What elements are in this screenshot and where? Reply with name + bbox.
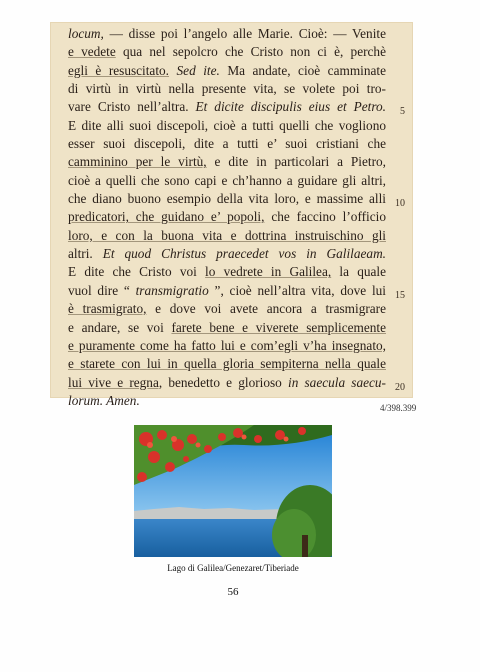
text-line: vuol dire “ transmigratio ”, cioè nell’altra vita, dove lui	[68, 282, 387, 298]
lake-photo-image	[134, 425, 332, 557]
text-line: loro, e con la buona vita e dottrina instruischino gli	[68, 227, 386, 243]
book-text	[68, 25, 386, 410]
text-line: vare Cristo nell’altra. Et dicite discipulis eius et Petro.	[68, 99, 386, 115]
text-line: che diano buono esempio della vita loro, e massime alli	[68, 191, 386, 207]
text-line: e vedete qua nel sepolcro che Cristo non ci è, perchè	[68, 44, 386, 60]
text-line: e andare, se voi farete bene e viverete semplicemente	[68, 319, 386, 335]
text-line: predicatori, che guidano e’ popoli, che faccino l’officio	[68, 209, 386, 225]
text-line: di virtù in virtù nella presente vita, se volete poi tro-	[68, 81, 386, 97]
text-line: lorum. Amen.	[68, 392, 140, 408]
scanned-book-page	[50, 22, 413, 408]
text-line: e puramente come ha fatto lui e com’egli v’ha insegnato,	[68, 337, 386, 353]
photo-caption: Lago di Galilea/Genezaret/Tiberiade	[167, 563, 299, 573]
page-reference: 4/398.399	[380, 403, 417, 413]
text-line: E dite che Cristo voi lo vedrete in Galilea, la quale	[68, 264, 387, 280]
lake-photo	[134, 425, 332, 557]
text-line: e starete con lui in quella gloria sempiterna nella quale	[68, 356, 386, 372]
text-line: cioè a quelli che sono capi e ch’hanno a guidare gli altri,	[68, 172, 386, 188]
text-line: esser suoi discepoli, dite a tutti e’ suoi cristiani che	[68, 136, 386, 152]
line-number: 5	[400, 106, 405, 117]
text-line: è trasmigrato, e dove voi avete ancora a trasmigrare	[68, 301, 387, 317]
text-line: camminino per le virtù, e dite in particolari a Pietro,	[68, 154, 386, 170]
line-number: 15	[395, 290, 405, 301]
text-line: egli è resuscitato. Sed ite. Ma andate, cioè camminate	[68, 62, 387, 78]
text-line: E dite alli suoi discepoli, cioè a tutti quelli che vogliono	[68, 117, 386, 133]
line-number: 20	[395, 382, 405, 393]
text-line: locum, — disse poi l’angelo alle Marie. Cioè: — Venite	[68, 26, 386, 41]
text-line: lui vive e regna, benedetto e glorioso in saecula saecu-	[68, 374, 386, 390]
page-number: 56	[227, 586, 239, 598]
line-number: 10	[395, 198, 405, 209]
text-line: altri. Et quod Christus praecedet vos in Galilaeam.	[68, 246, 386, 262]
